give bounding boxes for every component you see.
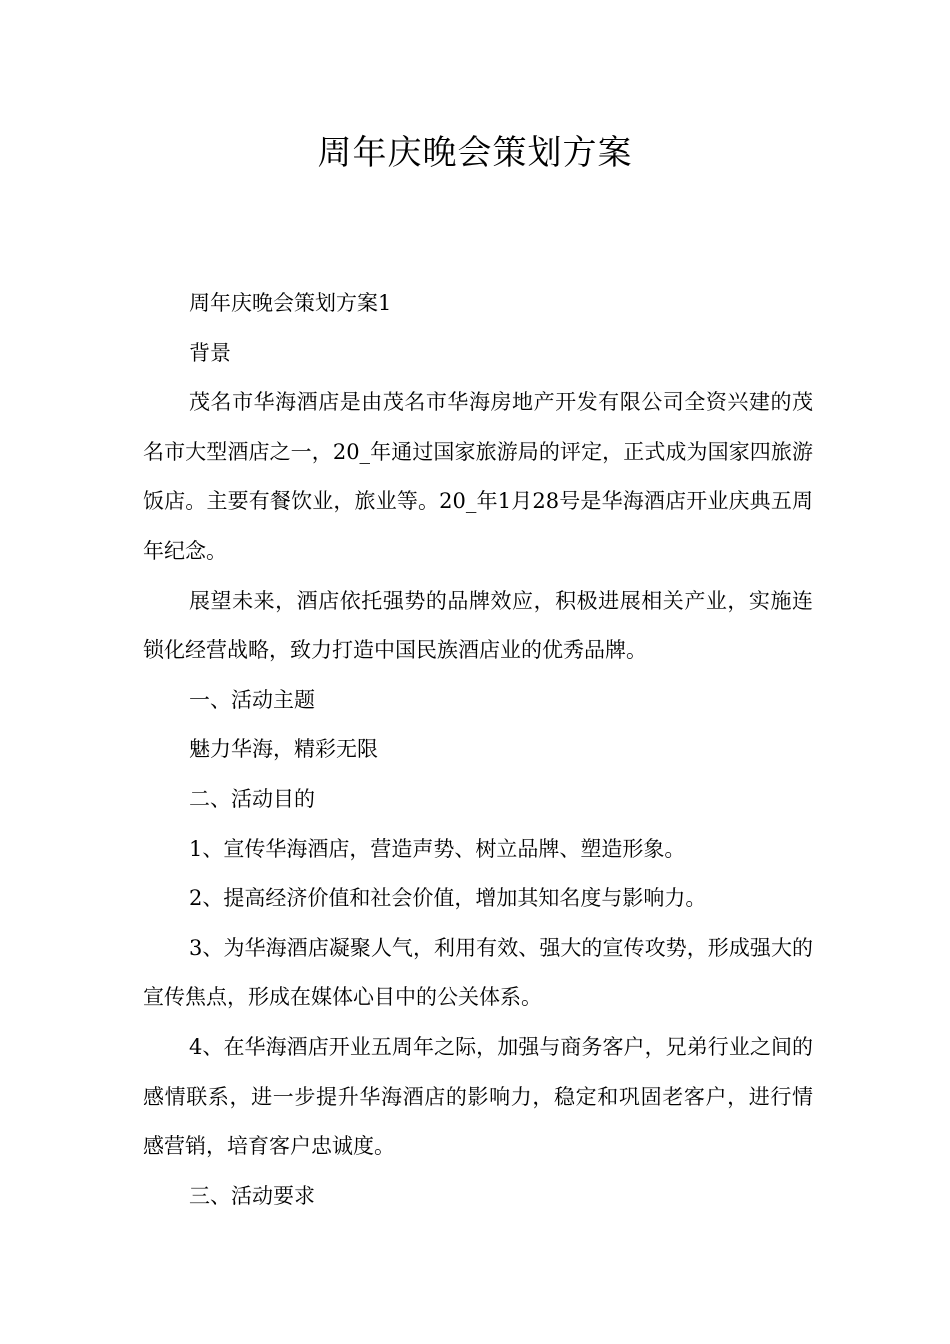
section-heading-theme: 一、活动主题	[189, 687, 315, 712]
document-body	[143, 279, 813, 1221]
section-heading-background: 背景	[189, 340, 231, 365]
list-item-purpose-3: 3、为华海酒店凝聚人气，利用有效、强大的宣传攻势，形成强大的宣传焦点，形成在媒体心目中的公关体系。	[143, 935, 813, 1010]
section-heading-plan-1: 周年庆晚会策划方案1	[189, 291, 392, 315]
section-heading-purpose: 二、活动目的	[189, 786, 315, 811]
list-item-purpose-2: 2、提高经济价值和社会价值，增加其知名度与影响力。	[189, 886, 707, 911]
document-title: 周年庆晚会策划方案	[317, 133, 633, 173]
paragraph-theme: 魅力华海，精彩无限	[189, 737, 378, 762]
section-heading-requirements: 三、活动要求	[189, 1183, 315, 1208]
paragraph-outlook: 展望未来，酒店依托强势的品牌效应，积极进展相关产业，实施连锁化经营战略，致力打造中国民族酒店业的优秀品牌。	[143, 588, 813, 663]
list-item-purpose-4: 4、在华海酒店开业五周年之际，加强与商务客户，兄弟行业之间的感情联系，进一步提升华海酒店的影响力，稳定和巩固老客户，进行情感营销，培育客户忠诚度。	[143, 1034, 813, 1159]
paragraph-hotel-intro: 茂名市华海酒店是由茂名市华海房地产开发有限公司全资兴建的茂名市大型酒店之一，20_年通过国家旅游局的评定，正式成为国家四旅游饭店。主要有餐饮业，旅业等。20_年1月28号是华海酒店开业庆典五周年纪念。	[143, 390, 813, 563]
list-item-purpose-1: 1、宣传华海酒店，营造声势、树立品牌、塑造形象。	[189, 836, 686, 861]
